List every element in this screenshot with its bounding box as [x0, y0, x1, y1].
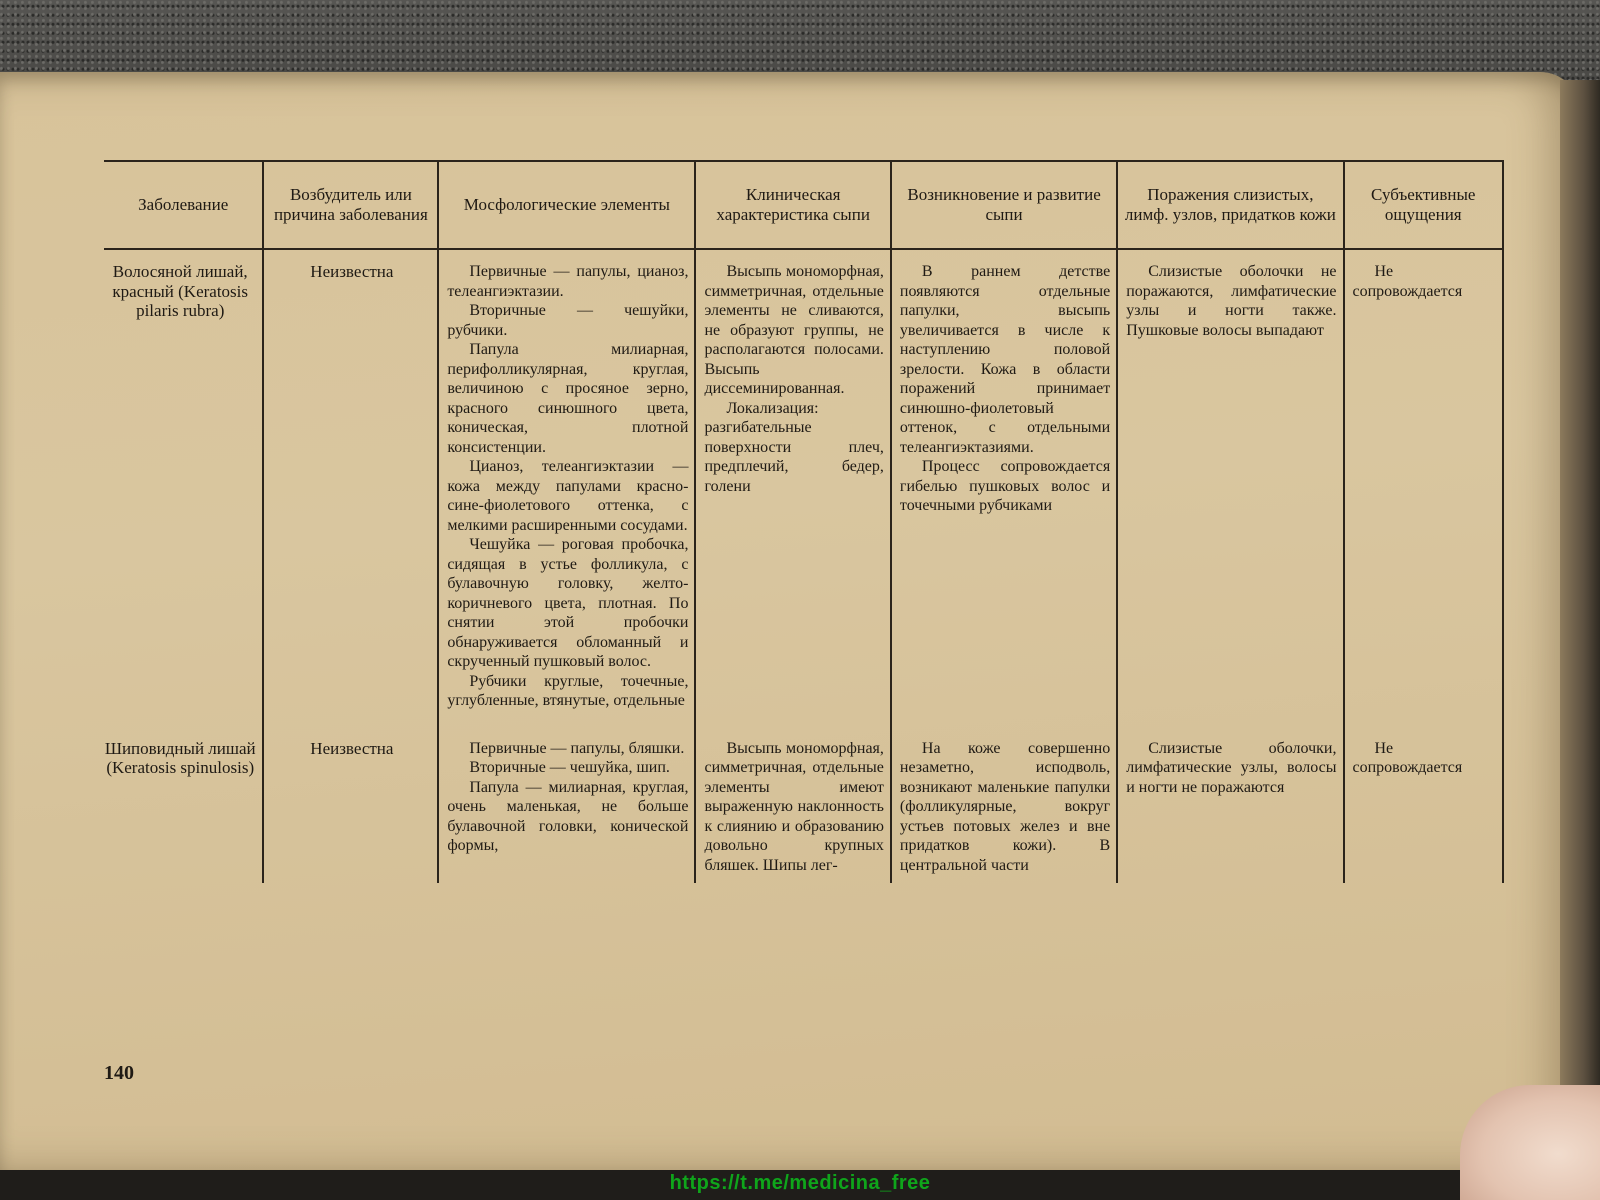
- header-disease: Заболевание: [104, 161, 263, 249]
- cell-mucosa: [1117, 249, 1343, 719]
- cell-subjective: [1344, 249, 1504, 719]
- header-development: Возникновение и развитие сыпи: [891, 161, 1117, 249]
- clinical-paragraph: Локализация: разгибательные поверхности плеч, предплечий, бедер, голени: [704, 399, 884, 495]
- header-clinical: Клиническая характеристика сыпи: [695, 161, 890, 249]
- header-morphology: Мосфологические элементы: [438, 161, 695, 249]
- morphology-paragraph: Чешуйка — роговая пробочка, сидящая в устье фолликула, с булавочную головку, желто-коричневого цвета, плотная. По снятии этой пробочки обнаруживается обломанный и скрученный пушковый волос.: [447, 536, 689, 670]
- cell-subjective: [1344, 719, 1504, 884]
- mucosa-paragraph: Слизистые оболочки, лимфатические узлы, волосы и ногти не поражаются: [1126, 739, 1337, 796]
- table-row: [104, 249, 1503, 719]
- table-row: [104, 719, 1503, 884]
- development-paragraph: В раннем детстве появляются отдельные папулки, высыпь увеличивается в числе к наступлению половой зрелости. Кожа в области поражений принимает синюшно-фиолетовый оттенок, с отдельными телеангиэктазиями.: [899, 263, 1111, 456]
- morphology-paragraph: Первичные — папулы, бляшки.: [469, 739, 685, 757]
- cell-disease: Волосяной лишай, красный (Keratosis pilaris rubra): [112, 262, 249, 320]
- clinical-paragraph: Высыпь мономорфная, симметричная, отдельные элементы не сливаются, не образуют группы, не располагаются полосами. Высыпь диссеминированная.: [704, 263, 884, 397]
- cell-cause: Неизвестна: [263, 719, 438, 884]
- cell-disease: Шиповидный лишай (Keratosis spinulosis): [104, 738, 256, 777]
- header-cause: Возбудитель или причина заболевания: [263, 161, 438, 249]
- morphology-paragraph: Первичные — папулы, цианоз, телеангиэктазии.: [447, 263, 689, 300]
- cell-mucosa: [1117, 719, 1343, 884]
- morphology-paragraph: Цианоз, телеангиэктазии — кожа между папулами красно-сине-фиолетового оттенка, с мелкими расширенными сосудами.: [447, 458, 689, 534]
- subjective-paragraph: Не сопровождается: [1352, 739, 1463, 776]
- morphology-paragraph: Вторичные — чешуйка, шип.: [469, 759, 670, 776]
- subjective-paragraph: Не сопровождается: [1352, 263, 1463, 300]
- page-edge-shadow: [1560, 80, 1600, 1170]
- disease-table: [104, 160, 1504, 883]
- morphology-paragraph: Вторичные — чешуйки, рубчики.: [447, 302, 689, 339]
- cell-development: [891, 719, 1117, 884]
- cell-morphology: [438, 249, 695, 719]
- cell-clinical: [695, 249, 890, 719]
- morphology-paragraph: Папула милиарная, перифолликулярная, круглая, величиною с просяное зерно, красного синюшного цвета, коническая, плотной консистенции.: [447, 341, 689, 456]
- morphology-paragraph: Рубчики круглые, точечные, углубленные, втянутые, отдельные: [447, 672, 689, 709]
- cell-development: [891, 249, 1117, 719]
- cell-morphology: [438, 719, 695, 884]
- page-number: 140: [104, 1062, 134, 1084]
- development-paragraph: Процесс сопровождается гибелью пушковых волос и точечными рубчиками: [899, 458, 1111, 514]
- header-mucosa: Поражения слизистых, лимф. узлов, придатков кожи: [1117, 161, 1343, 249]
- table-header-row: [104, 161, 1503, 249]
- cell-clinical: [695, 719, 890, 884]
- development-paragraph: На коже совершенно незаметно, исподволь, возникают маленькие папулки (фолликулярные, вокруг устьев потовых желез и вне придатков кожи). В центральной части: [899, 739, 1111, 874]
- cell-cause: Неизвестна: [263, 249, 438, 719]
- morphology-paragraph: Папула — милиарная, круглая, очень маленькая, не больше булавочной головки, конической формы,: [447, 778, 689, 854]
- mucosa-paragraph: Слизистые оболочки не поражаются, лимфатические узлы и ногти также. Пушковые волосы выпадают: [1126, 263, 1337, 339]
- watermark-link[interactable]: https://t.me/medicina_free: [669, 1172, 931, 1194]
- clinical-paragraph: Высыпь мономорфная, симметричная, отдельные элементы имеют выраженную наклонность к слиянию и образованию довольно крупных бляшек. Шипы лег-: [704, 739, 884, 874]
- header-subjective: Субъективные ощущения: [1344, 161, 1504, 249]
